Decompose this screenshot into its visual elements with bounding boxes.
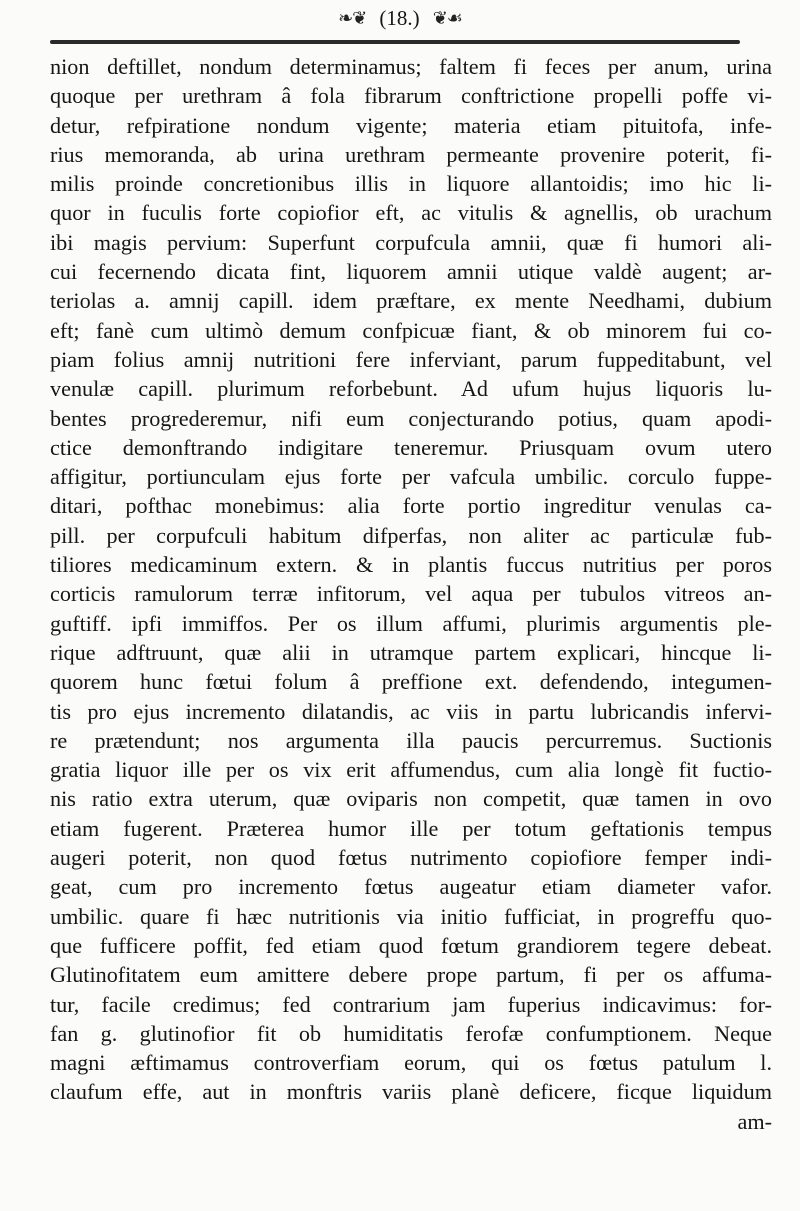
text-line: piam folius amnij nutritioni fere inferviant, parum fuppeditabunt, vel xyxy=(50,346,772,372)
text-line: tur, facile credimus; fed contrarium jam fuperius indicavimus: for- xyxy=(50,991,772,1017)
text-line: venulæ capill. plurimum reforbebunt. Ad ufum hujus liquoris lu- xyxy=(50,376,772,402)
text-line: augeri poterit, non quod fœtus nutrimento copiofiore femper indi- xyxy=(50,845,772,871)
text-line: ibi magis pervium: Superfunt corpufcula amnii, quæ fi humori ali- xyxy=(50,229,772,255)
text-line: tiliores medicaminum extern. & in plantis fuccus nutritius per poros xyxy=(50,552,772,578)
text-line: rique adftruunt, quæ alii in utramque partem explicari, hincque li- xyxy=(50,639,772,665)
text-line: fan g. glutinofior fit ob humiditatis ferofæ confumptionem. Neque xyxy=(50,1020,772,1046)
text-line: affigitur, portiunculam ejus forte per vafcula umbilic. corculo fuppe- xyxy=(50,464,772,490)
right-ornament: ❦☙ xyxy=(432,8,462,29)
text-line: pill. per corpufculi habitum difperfas, non aliter ac particulæ fub- xyxy=(50,522,772,548)
left-ornament: ❧❦ xyxy=(338,8,367,29)
text-line: umbilic. quare fi hæc nutritionis via initio fufficiat, in progreffu quo- xyxy=(50,903,772,929)
text-line: etiam fugerent. Præterea humor ille per totum geftationis tempus xyxy=(50,815,772,841)
text-line: que fufficere poffit, fed etiam quod fœtum grandiorem tegere debeat. xyxy=(50,932,772,958)
text-line: nis ratio extra uterum, quæ oviparis non competit, quæ tamen in ovo xyxy=(50,786,772,812)
text-line: quor in fuculis forte copiofior eft, ac vitulis & agnellis, ob urachum xyxy=(50,200,772,226)
text-line: rius memoranda, ab urina urethram permeante provenire poterit, fi- xyxy=(50,141,772,167)
text-line: quorem hunc fœtui folum â preffione ext. defendendo, integumen- xyxy=(50,669,772,695)
text-line: am- xyxy=(737,1108,772,1134)
text-line: corticis ramulorum terræ infitorum, vel aqua per tubulos vitreos an- xyxy=(50,581,772,607)
text-line: ctice demonftrando indigitare teneremur. Priusquam ovum utero xyxy=(50,434,772,460)
text-line: bentes progrederemur, nifi eum conjecturando potius, quam apodi- xyxy=(50,405,772,431)
text-line: tis pro ejus incremento dilatandis, ac viis in partu lubricandis infervi- xyxy=(50,698,772,724)
text-line: guftiff. ipfi immiffos. Per os illum affumi, plurimis argumentis ple- xyxy=(50,610,772,636)
text-line: quoque per urethram â fola fibrarum conftrictione propelli poffe vi- xyxy=(50,83,772,109)
text-line: ditari, pofthac monebimus: alia forte portio ingreditur venulas ca- xyxy=(50,493,772,519)
text-line: detur, refpiratione nondum vigente; materia etiam pituitofa, infe- xyxy=(50,112,772,138)
text-line: nion deftillet, nondum determinamus; faltem fi feces per anum, urina xyxy=(50,54,772,79)
header-rule xyxy=(50,40,740,44)
text-line: eft; fanè cum ultimò demum confpicuæ fiant, & ob minorem fui co- xyxy=(50,317,772,343)
text-line: re prætendunt; nos argumenta illa paucis percurremus. Suctionis xyxy=(50,727,772,753)
text-line: cui fecernendo dicata fint, liquorem amnii utique valdè augent; ar- xyxy=(50,259,772,285)
text-line: gratia liquor ille per os vix erit affumendus, cum alia longè fit fuctio- xyxy=(50,757,772,783)
text-line: teriolas a. amnij capill. idem præftare, ex mente Needhami, dubium xyxy=(50,288,772,314)
text-line: milis proinde concretionibus illis in liquore allantoidis; imo hic li- xyxy=(50,171,772,197)
text-line: claufum effe, aut in monftris variis planè deficere, ficque liquidum xyxy=(50,1079,772,1105)
text-line: geat, cum pro incremento fœtus augeatur etiam diameter vafor. xyxy=(50,874,772,900)
page-number: (18.) xyxy=(379,6,420,30)
body-text xyxy=(50,52,772,1136)
text-line: magni æftimamus controverfiam eorum, qui os fœtus patulum l. xyxy=(50,1050,772,1076)
text-line: Glutinofitatem eum amittere debere prope partum, fi per os affuma- xyxy=(50,962,772,988)
page-header xyxy=(0,6,800,38)
